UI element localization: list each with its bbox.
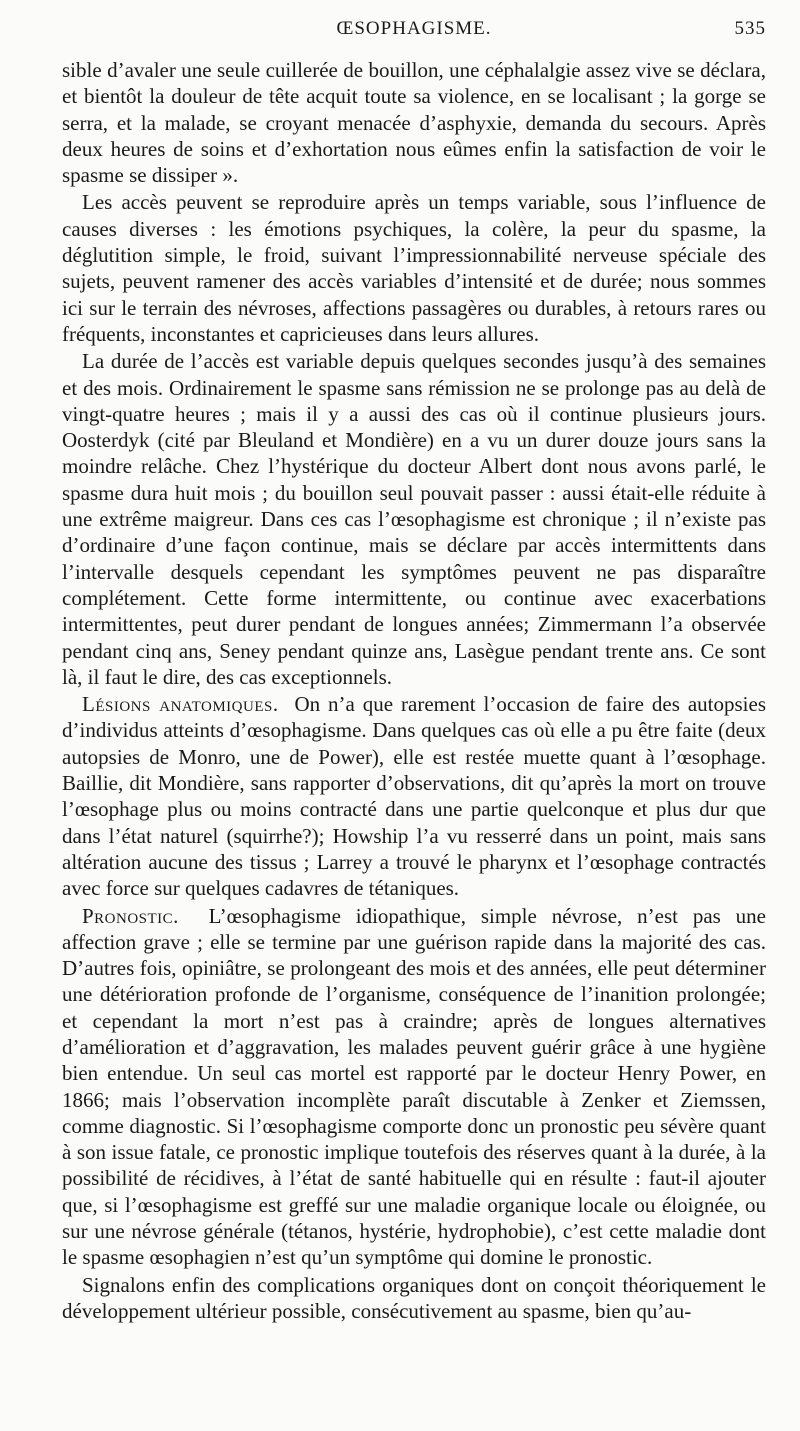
paragraph-complications <box>62 1272 766 1325</box>
section-heading-pronostic: Pronostic. <box>82 903 179 928</box>
paragraph-text: La durée de l’accès est variable depuis quelques secondes jusqu’à des semaines et des mois. Ordinairement le spasme sans rémission ne se prolonge pas au delà de vingt-quatre heures ; mais il y a aussi des cas où il continue plusieurs jours. Oosterdyk (cité par Bleuland et Mondière) en a vu un durer douze jours sans la moindre relâche. Chez l’hystérique du docteur Albert dont nous avons parlé, le spasme dura huit mois ; du bouillon seul pouvait passer : aussi était-elle réduite à une extrême maigreur. Dans ces cas l’œsophagisme est chronique ; il n’existe pas d’ordinaire d’une façon continue, mais se déclare par accès intermittents dans l’intervalle desquels cependant les symptômes peuvent ne pas disparaître complétement. Cette forme intermittente, ou continue avec exacerbations intermittentes, peut durer pendant de longues années; Zimmermann l’a observée pendant cinq ans, Seney pendant quinze ans, Lasègue pendant trente ans. Ce sont là, il faut le dire, des cas exceptionnels. <box>62 349 766 689</box>
section-heading-lesions: Lésions anatomiques. <box>82 692 279 717</box>
paragraph-text: sible d’avaler une seule cuillerée de bouillon, une céphalalgie assez vive se déclara, et bientôt la douleur de tête acquit toute sa violence, en se localisant ; la gorge se serra, et la malade, se croyant menacée d’asphyxie, demanda du secours. Après deux heures de soins et d’exhortation nous eûmes enfin la satisfaction de voir le spasme se dissiper ». <box>62 58 766 188</box>
paragraph-continuation <box>62 57 766 188</box>
paragraph-acces <box>62 189 766 347</box>
paragraph-text: Les accès peuvent se reproduire après un temps variable, sous l’influence de causes diverses : les émotions psychiques, la colère, la peur du spasme, la déglutition simple, le froid, suivant l’impressionnabilité nerveuse spéciale des sujets, peuvent ramener des accès variables d’intensité et de durée; nous sommes ici sur le terrain des névroses, affections passagères ou durables, à retours rares ou fréquents, inconstantes et capricieuses dans leurs allures. <box>62 190 766 346</box>
paragraph-text: On n’a que rarement l’occasion de faire des autopsies d’individus atteints d’œsophagisme. Dans quelques cas où elle a pu être faite (deux autopsies de Monro, une de Power), elle est restée muette quant à l’œsophage. Baillie, dit Mondière, sans rapporter d’observations, dit qu’après la mort on trouve l’œsophage plus ou moins contracté dans une partie quelconque et plus dur que dans l’état naturel (squirrhe?); Howship l’a vu resserré dans un point, mais sans altération aucune des tissus ; Larrey a trouvé le pharynx et l’œsophage contractés avec force sur quelques cadavres de tétaniques. <box>62 692 766 901</box>
running-title: ŒSOPHAGISME. <box>336 18 492 39</box>
page-number: 535 <box>734 18 766 39</box>
paragraph-pronostic <box>62 903 766 1271</box>
paragraph-duree <box>62 348 766 690</box>
page-body <box>62 57 766 1325</box>
paragraph-text: Signalons enfin des complications organiques dont on conçoit théoriquement le développement ultérieur possible, consécutivement au spasme, bien qu’au- <box>62 1272 766 1323</box>
paragraph-lesions <box>62 691 766 901</box>
paragraph-text: L’œsophagisme idiopathique, simple névrose, n’est pas une affection grave ; elle se termine par une guérison rapide dans la majorité des cas. D’autres fois, opiniâtre, se prolongeant des mois et des années, elle peut déterminer une détérioration profonde de l’organisme, conséquence de l’inanition prolongée; et cependant la mort n’est pas à craindre; après de longues alternatives d’amélioration et d’aggravation, les malades peuvent guérir grâce à une hygiène bien entendue. Un seul cas mortel est rapporté par le docteur Henry Power, en 1866; mais l’observation incomplète paraît discutable à Zenker et Ziemssen, comme diagnostic. Si l’œsophagisme comporte donc un pronostic peu sévère quant à son issue fatale, ce pronostic implique toutefois des réserves quant à la durée, à la possibilité de récidives, à l’état de santé habituelle qui en résulte : faut-il ajouter que, si l’œsophagisme est greffé sur une maladie organique locale ou éloignée, ou sur une névrose générale (tétanos, hystérie, hydrophobie), c’est cette maladie dont le spasme œsophagien n’est qu’un symptôme qui domine le pronostic. <box>62 903 766 1270</box>
running-header <box>62 18 766 44</box>
